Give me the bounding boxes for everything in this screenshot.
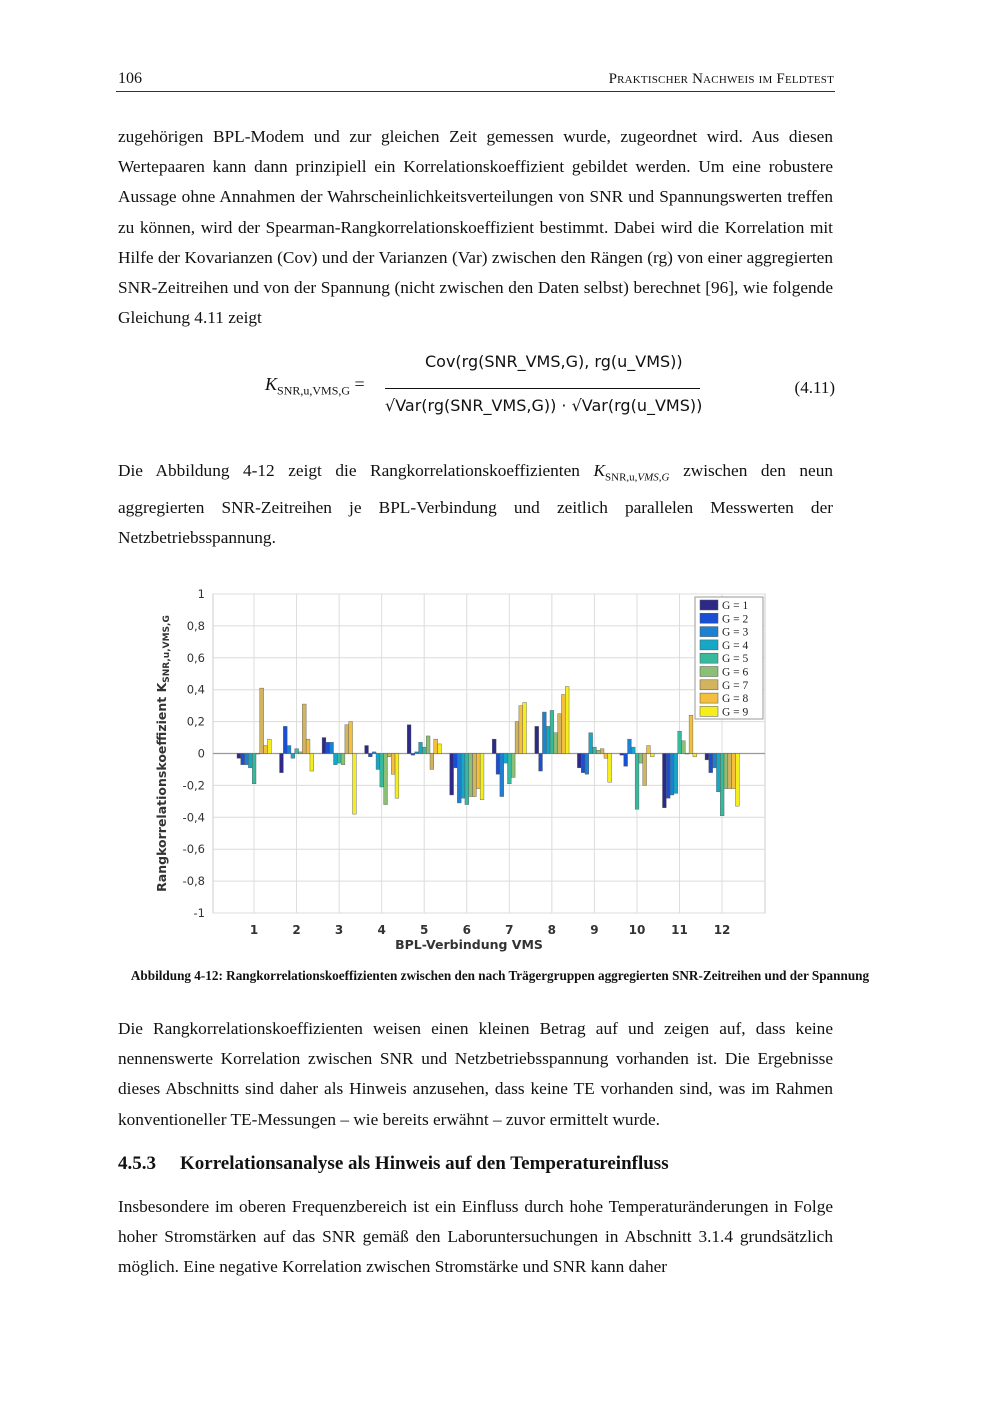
bar-G2-vms-12 bbox=[709, 754, 713, 773]
x-tick-label: 2 bbox=[292, 923, 301, 937]
bar-G3-vms-3 bbox=[330, 742, 334, 753]
paragraph-2: Die Abbildung 4-12 zeigt die Rangkorrelationskoeffizienten $K_{SNR,u,VMS,G}$ zwischen den neun aggregierten SNR-Zeitreihen je BPL-Verbindung und zeitlich parallelen Messwerten der Netzbetriebsspannung. bbox=[118, 461, 834, 547]
x-tick-label: 3 bbox=[334, 923, 344, 937]
bar-G8-vms-2 bbox=[306, 739, 310, 753]
bar-G4-vms-7 bbox=[504, 754, 508, 764]
legend-swatch bbox=[700, 693, 718, 703]
x-tick-label: 6 bbox=[462, 923, 471, 937]
bar-G5-vms-7 bbox=[508, 754, 512, 784]
y-tick-label: 0,2 bbox=[186, 714, 205, 729]
x-axis-label: BPL-Verbindung VMS bbox=[395, 937, 543, 952]
bar-G5-vms-9 bbox=[593, 747, 597, 753]
legend-label: G = 8 bbox=[722, 693, 749, 706]
bar-G6-vms-6 bbox=[469, 754, 473, 797]
bar-G4-vms-10 bbox=[631, 747, 635, 753]
bar-G2-vms-11 bbox=[666, 754, 670, 799]
bar-G1-vms-1 bbox=[237, 754, 241, 759]
bar-G3-vms-4 bbox=[372, 752, 376, 754]
bar-G2-vms-5 bbox=[411, 754, 415, 756]
bar-G7-vms-2 bbox=[302, 704, 306, 753]
bar-G2-vms-8 bbox=[539, 754, 543, 772]
x-tick-label: 5 bbox=[420, 923, 429, 937]
x-tick-label: 10 bbox=[628, 923, 646, 937]
y-tick-label: 0,6 bbox=[186, 650, 205, 665]
bar-G6-vms-10 bbox=[639, 754, 643, 764]
bar-G1-vms-10 bbox=[620, 754, 624, 756]
x-tick-label: 4 bbox=[377, 923, 386, 937]
bar-G6-vms-7 bbox=[511, 754, 515, 778]
legend-swatch bbox=[700, 653, 718, 663]
bar-G3-vms-5 bbox=[415, 752, 419, 754]
bar-G8-vms-12 bbox=[732, 754, 736, 789]
bar-G7-vms-12 bbox=[728, 754, 732, 789]
bar-G1-vms-7 bbox=[492, 739, 496, 753]
bar-G8-vms-4 bbox=[391, 754, 395, 775]
bar-G4-vms-12 bbox=[716, 754, 720, 792]
bar-G2-vms-3 bbox=[326, 742, 330, 753]
fraction-bar bbox=[385, 388, 700, 389]
bar-G5-vms-11 bbox=[678, 731, 682, 753]
bar-G3-vms-6 bbox=[457, 754, 461, 803]
legend-swatch bbox=[700, 600, 718, 610]
legend-label: G = 5 bbox=[722, 653, 749, 666]
equation-lhs: $K_{SNR,u,VMS,G}$ = bbox=[265, 374, 365, 398]
bar-G8-vms-9 bbox=[604, 754, 608, 759]
bar-G5-vms-6 bbox=[465, 754, 469, 805]
bar-G5-vms-3 bbox=[337, 754, 341, 764]
bar-G7-vms-1 bbox=[260, 688, 264, 753]
bar-G1-vms-9 bbox=[577, 754, 581, 768]
bar-G4-vms-11 bbox=[674, 754, 678, 794]
legend-label: G = 3 bbox=[722, 626, 749, 639]
bar-G6-vms-2 bbox=[299, 752, 303, 754]
bar-G5-vms-8 bbox=[550, 710, 554, 753]
x-tick-label: 9 bbox=[590, 923, 599, 937]
bar-G6-vms-11 bbox=[682, 741, 686, 754]
running-title: Praktischer Nachweis im Feldtest bbox=[608, 71, 834, 87]
bar-G6-vms-3 bbox=[341, 754, 345, 765]
bar-G3-vms-2 bbox=[287, 746, 291, 754]
bar-G3-vms-12 bbox=[713, 754, 717, 768]
bar-G4-vms-9 bbox=[589, 733, 593, 754]
header-rule bbox=[116, 91, 835, 92]
legend-label: G = 4 bbox=[722, 639, 749, 652]
bar-chart bbox=[0, 580, 1000, 960]
bar-G8-vms-1 bbox=[264, 746, 268, 754]
legend-swatch bbox=[700, 613, 718, 623]
y-tick-label: 0 bbox=[197, 746, 205, 761]
bar-G7-vms-10 bbox=[643, 754, 647, 786]
paragraph-3: Die Rangkorrelationskoeffizienten weisen einen kleinen Betrag auf und zeigen auf, dass keine nennenswerte Korrelation zwischen SNR und Netzbetriebsspannung vorhanden ist. Die Ergebnisse dieses Abschnitts sind daher als Hinweis anzusehen, dass keine TE vorhanden sind, was im Rahmen konventioneller TE-Messungen – wie bereits erwähnt – zuvor ermittelt wurde. bbox=[118, 1019, 833, 1129]
bar-G1-vms-5 bbox=[407, 725, 411, 754]
equation-4-11 bbox=[265, 350, 835, 435]
legend-swatch bbox=[700, 640, 718, 650]
page-number: 106 bbox=[118, 70, 142, 87]
bar-G3-vms-9 bbox=[585, 754, 589, 775]
bar-G2-vms-9 bbox=[581, 754, 585, 773]
bar-G9-vms-6 bbox=[480, 754, 484, 800]
equation-number: (4.11) bbox=[794, 378, 835, 397]
bar-G3-vms-7 bbox=[500, 754, 504, 797]
bar-G9-vms-4 bbox=[395, 754, 399, 799]
legend-swatch bbox=[700, 680, 718, 690]
bar-G9-vms-10 bbox=[650, 754, 654, 757]
legend-label: G = 1 bbox=[722, 600, 749, 612]
bar-G7-vms-8 bbox=[558, 714, 562, 754]
legend-swatch bbox=[700, 627, 718, 637]
bar-G9-vms-1 bbox=[267, 739, 271, 753]
y-tick-label: 1 bbox=[197, 587, 205, 601]
bar-G5-vms-1 bbox=[252, 754, 256, 784]
bar-G8-vms-10 bbox=[647, 746, 651, 754]
bar-G9-vms-11 bbox=[693, 754, 697, 757]
bar-G7-vms-3 bbox=[345, 725, 349, 754]
bar-G4-vms-8 bbox=[546, 726, 550, 753]
y-tick-label: 0,8 bbox=[186, 618, 205, 633]
paragraph-1: zugehörigen BPL-Modem und zur gleichen Zeit gemessen wurde, zugeordnet wird. Aus diesen Wertepaaren kann dann prinzipiell ein Korrelationskoeffizient gebildet werden. Um eine robustere Aussage ohne Annahmen der Wahrscheinlichkeitsverteilungen von SNR und Spannungswerten treffen zu können, wird der Spearman-Rangkorrelationskoeffizient bestimmt. Dabei wird die Korrelation mit Hilfe der Kovarianzen (Cov) und der Varianzen (Var) zwischen den Rängen (rg) von einer aggregierten SNR-Zeitreihen und von der Spannung (nicht zwischen den Daten selbst) berechnet [96], wie folgende Gleichung 4.11 zeigt bbox=[118, 127, 833, 328]
equation-denominator: √Var(rg(SNR_VMS,G)) · √Var(rg(u_VMS)) bbox=[385, 396, 703, 415]
y-tick-label: 0,4 bbox=[186, 682, 205, 697]
paragraph-4: Insbesondere im oberen Frequenzbereich ist ein Einfluss durch hohe Temperaturänderungen in Folge hoher Stromstärken auf das SNR gemäß den Laboruntersuchungen in Abschnitt 3.1.4 grundsätzlich möglich. Eine negative Korrelation zwischen Stromstärke und SNR kann daher bbox=[118, 1197, 833, 1277]
bar-G6-vms-12 bbox=[724, 754, 728, 789]
bar-G5-vms-2 bbox=[295, 749, 299, 754]
bar-G8-vms-6 bbox=[476, 754, 480, 789]
bar-G6-vms-8 bbox=[554, 733, 558, 754]
bar-G3-vms-10 bbox=[628, 739, 632, 753]
legend-swatch bbox=[700, 667, 718, 677]
bar-G7-vms-9 bbox=[600, 749, 604, 754]
bar-G1-vms-4 bbox=[365, 746, 369, 754]
legend-label: G = 7 bbox=[722, 679, 749, 692]
bar-G4-vms-5 bbox=[419, 742, 423, 753]
legend-label: G = 2 bbox=[722, 613, 749, 626]
bar-G5-vms-10 bbox=[635, 754, 639, 810]
equation-numerator: Cov(rg(SNR_VMS,G), rg(u_VMS)) bbox=[425, 352, 683, 371]
bar-G9-vms-9 bbox=[608, 754, 612, 783]
bar-G9-vms-12 bbox=[735, 754, 739, 807]
bar-G7-vms-11 bbox=[685, 754, 689, 755]
bar-G8-vms-8 bbox=[561, 694, 565, 753]
x-tick-label: 7 bbox=[505, 923, 514, 937]
bar-G4-vms-4 bbox=[376, 754, 380, 770]
bar-G9-vms-8 bbox=[565, 687, 569, 754]
bar-G4-vms-3 bbox=[334, 754, 338, 765]
bar-G3-vms-8 bbox=[542, 712, 546, 753]
y-axis-label: Rangkorrelationskoeffizient $K_{SNR,u,VMS,G}$ bbox=[154, 615, 172, 892]
x-tick-label: 8 bbox=[547, 923, 557, 937]
bar-G7-vms-4 bbox=[387, 754, 391, 757]
bar-G6-vms-1 bbox=[256, 754, 260, 755]
bar-G2-vms-2 bbox=[283, 726, 287, 753]
bar-G8-vms-11 bbox=[689, 715, 693, 753]
bar-G6-vms-4 bbox=[384, 754, 388, 805]
bar-G2-vms-6 bbox=[454, 754, 458, 768]
bar-G5-vms-5 bbox=[422, 747, 426, 753]
y-tick-label: -0,4 bbox=[182, 810, 205, 825]
legend-swatch bbox=[700, 706, 718, 716]
x-tick-label: 12 bbox=[713, 923, 731, 937]
bar-G9-vms-2 bbox=[310, 754, 314, 772]
bar-G4-vms-1 bbox=[248, 754, 252, 768]
bar-G2-vms-10 bbox=[624, 754, 628, 767]
bar-G6-vms-9 bbox=[596, 750, 600, 753]
bar-G9-vms-7 bbox=[523, 702, 527, 753]
bar-G2-vms-7 bbox=[496, 754, 500, 775]
legend-label: G = 9 bbox=[722, 706, 749, 719]
bar-G1-vms-2 bbox=[280, 754, 284, 773]
bar-G5-vms-4 bbox=[380, 754, 384, 787]
bar-G7-vms-5 bbox=[430, 754, 434, 770]
figure-caption: Abbildung 4-12: Rangkorrelationskoeffizienten zwischen den nach Trägergruppen aggregierten SNR-Zeitreihen und der Spannung bbox=[130, 968, 870, 983]
x-tick-label: 1 bbox=[249, 923, 259, 937]
bar-G1-vms-11 bbox=[663, 754, 667, 808]
bar-G9-vms-3 bbox=[353, 754, 357, 815]
bar-G7-vms-6 bbox=[473, 754, 477, 797]
legend-label: G = 6 bbox=[722, 666, 749, 679]
bar-G7-vms-7 bbox=[515, 722, 519, 754]
bar-G8-vms-3 bbox=[349, 722, 353, 754]
bar-G8-vms-5 bbox=[434, 739, 438, 753]
bar-G1-vms-12 bbox=[705, 754, 709, 760]
bar-G6-vms-5 bbox=[426, 736, 430, 754]
section-heading: 4.5.3 Korrelationsanalyse als Hinweis auf den Temperatureinfluss bbox=[118, 1153, 669, 1174]
bar-G4-vms-2 bbox=[291, 754, 295, 759]
bar-G4-vms-6 bbox=[461, 754, 465, 799]
bar-G3-vms-1 bbox=[245, 754, 249, 765]
y-tick-label: -0,6 bbox=[182, 842, 205, 857]
bar-G2-vms-4 bbox=[368, 754, 372, 757]
y-tick-label: -0,8 bbox=[182, 874, 205, 889]
bar-G1-vms-6 bbox=[450, 754, 454, 795]
bar-G1-vms-3 bbox=[322, 738, 326, 754]
bar-G3-vms-11 bbox=[670, 754, 674, 795]
y-tick-label: -0,2 bbox=[182, 778, 205, 793]
bar-G5-vms-12 bbox=[720, 754, 724, 816]
x-tick-label: 11 bbox=[671, 923, 688, 937]
bar-G1-vms-8 bbox=[535, 726, 539, 753]
bar-G8-vms-7 bbox=[519, 706, 523, 754]
bar-G9-vms-5 bbox=[438, 744, 442, 754]
bar-G2-vms-1 bbox=[241, 754, 245, 765]
y-tick-label: -1 bbox=[193, 906, 205, 920]
